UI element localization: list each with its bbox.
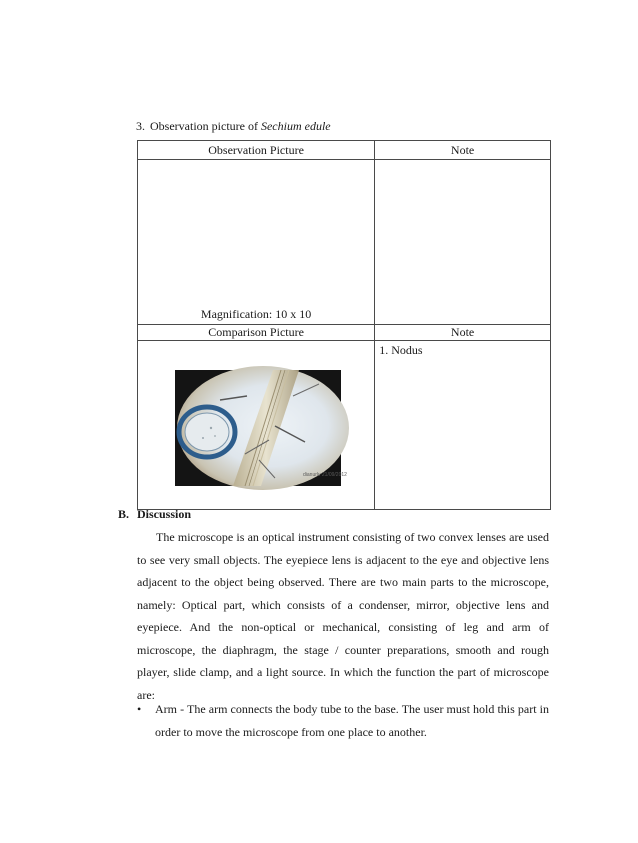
observation-picture-cell bbox=[138, 160, 375, 325]
section-b-heading bbox=[118, 506, 191, 522]
observation-note-cell bbox=[375, 160, 551, 325]
comparison-header-row bbox=[138, 325, 551, 341]
comparison-row bbox=[138, 341, 551, 510]
discussion-paragraph: The microscope is an optical instrument consisting of two convex lenses are used to see very small objects. The eyepiece lens is adjacent to the eye and objective lens adjacent to the object being observed. There are two main parts to the microscope, namely: Optical part, which consists of a condenser, mirror, objective lens and eyepiece. And the non-optical or mechanical, consisting of leg and arm of microscope, the diaphragm, the stage / counter preparations, smooth and rough player, slide clamp, and a light source. In which the function the part of microscope are: bbox=[137, 530, 549, 702]
header-observation-picture: Observation Picture bbox=[138, 141, 375, 160]
bullet-list-item bbox=[137, 698, 549, 743]
header-note: Note bbox=[375, 141, 551, 160]
section-b-title: Discussion bbox=[137, 507, 192, 521]
header-comparison-note: Note bbox=[375, 325, 551, 341]
photo-caption: dianurlv 21/09/2012 bbox=[303, 472, 347, 478]
observation-row bbox=[138, 160, 551, 325]
magnification-label: Magnification: 10 x 10 bbox=[200, 307, 312, 321]
microscope-photo bbox=[175, 370, 347, 486]
bullet-text: Arm - The arm connects the body tube to the base. The user must hold this part in order to move the microscope from one place to another. bbox=[155, 702, 549, 739]
section-b-letter: B. bbox=[118, 507, 130, 521]
section-3-title: Observation picture of bbox=[150, 119, 261, 133]
section-3-species: Sechium edule bbox=[260, 119, 331, 133]
comparison-note-cell: 1. Nodus bbox=[375, 341, 551, 510]
table-header-row bbox=[138, 141, 551, 160]
observation-table bbox=[137, 140, 551, 510]
bullet-dot-icon: • bbox=[137, 702, 142, 716]
section-3-number: 3. bbox=[136, 119, 145, 133]
section-3-heading bbox=[136, 118, 331, 134]
header-comparison-picture: Comparison Picture bbox=[138, 325, 375, 341]
comparison-picture-cell bbox=[138, 341, 375, 510]
microscope-photo-image bbox=[175, 370, 347, 486]
